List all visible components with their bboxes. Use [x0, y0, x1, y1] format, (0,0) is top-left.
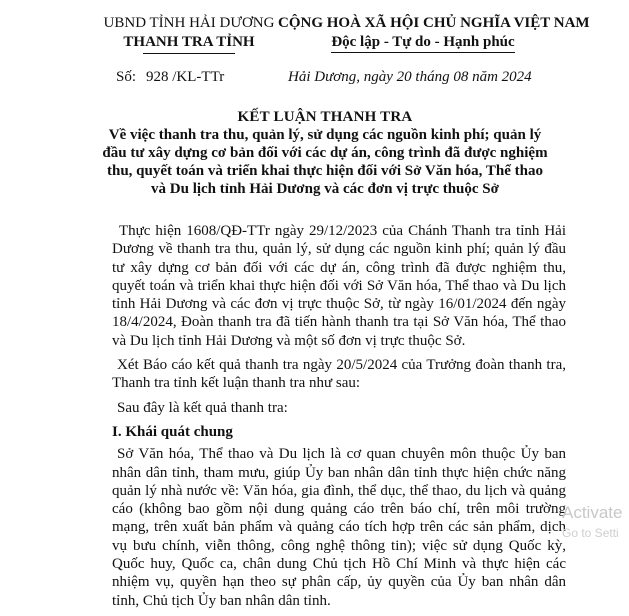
document-number [116, 69, 234, 86]
document-subtitle: Về việc thanh tra thu, quản lý, sử dụng các nguồn kinh phí; quản lý đầu tư xây dựng cơ bản đối với các dự án, công trình đã được nghiệm thu, quyết toán và triển khai thực hiện đối với Sở Văn hóa, Thể thao và Du lịch tỉnh Hải Dương và các đơn vị trực thuộc Sở [102, 127, 548, 197]
agency-name: THANH TRA TỈNH [123, 34, 255, 50]
watermark-line-2: Go to Setti [562, 526, 619, 540]
parent-agency: UBND TỈNH HẢI DƯƠNG [103, 15, 275, 31]
agency-underline [143, 53, 235, 54]
document-title-block [100, 108, 550, 198]
watermark-line-1: Activate [562, 503, 623, 522]
document-number-value: 928 /KL-TTr [146, 69, 225, 85]
section-heading: I. Khái quát chung [112, 423, 233, 440]
body-paragraph: Xét Báo cáo kết quả thanh tra ngày 20/5/2024 của Trưởng đoàn thanh tra, Thanh tra tỉnh kết luận thanh tra như sau: [112, 357, 566, 392]
issuing-agency-block [80, 14, 298, 54]
body-paragraph: Sở Văn hóa, Thể thao và Du lịch là cơ quan chuyên môn thuộc Ủy ban nhân dân tỉnh, tham mưu, giúp Ủy ban nhân dân tỉnh thực hiện chức năng quản lý nhà nước về: Văn hóa, gia đình, thể dục, thể thao, du lịch và quảng cáo (không bao gồm nội dung quảng cáo trên báo chí, trên môi trường mạng, trên xuất bản phẩm và quảng cáo tích hợp trên các sản phẩm, dịch vụ bưu chính, viễn thông, công nghệ thông tin); việc sử dụng Quốc kỳ, Quốc huy, Quốc ca, chân dung Chủ tịch Hồ Chí Minh và thực hiện các nhiệm vụ, quyền hạn theo sự phân cấp, ủy quyền của Ủy ban nhân dân tỉnh, Chủ tịch Ủy ban nhân dân tỉnh. [112, 446, 566, 609]
document-title: KẾT LUẬN THANH TRA [237, 109, 413, 125]
body-paragraph: Thực hiện 1608/QĐ-TTr ngày 29/12/2023 của Chánh Thanh tra tỉnh Hải Dương về thanh tra thu, quản lý, sử dụng các nguồn kinh phí; quản lý đầu tư xây dựng cơ bản đối với các dự án, công trình đã được nghiệm thu, quyết toán và triển khai thực hiện đối với Sở Văn hóa, Thể thao và Du lịch tỉnh Hải Dương và các đơn vị trực thuộc Sở, từ ngày 16/01/2024 đến ngày 18/4/2024, Đoàn thanh tra đã tiến hành thanh tra tại Sở Văn hóa, Thể thao và Du lịch tỉnh Hải Dương và một số đơn vị trực thuộc Sở. [112, 223, 566, 349]
country-name: CỘNG HOÀ XÃ HỘI CHỦ NGHĨA VIỆT NAM [278, 15, 590, 31]
document-body [112, 222, 566, 616]
national-motto: Độc lập - Tự do - Hạnh phúc [331, 33, 514, 53]
body-paragraph: Sau đây là kết quả thanh tra: [117, 399, 288, 416]
document-number-label: Số: [116, 69, 137, 85]
activation-watermark [562, 503, 622, 543]
document-date: Hải Dương, ngày 20 tháng 08 năm 2024 [288, 69, 532, 85]
national-header-block [278, 14, 590, 53]
